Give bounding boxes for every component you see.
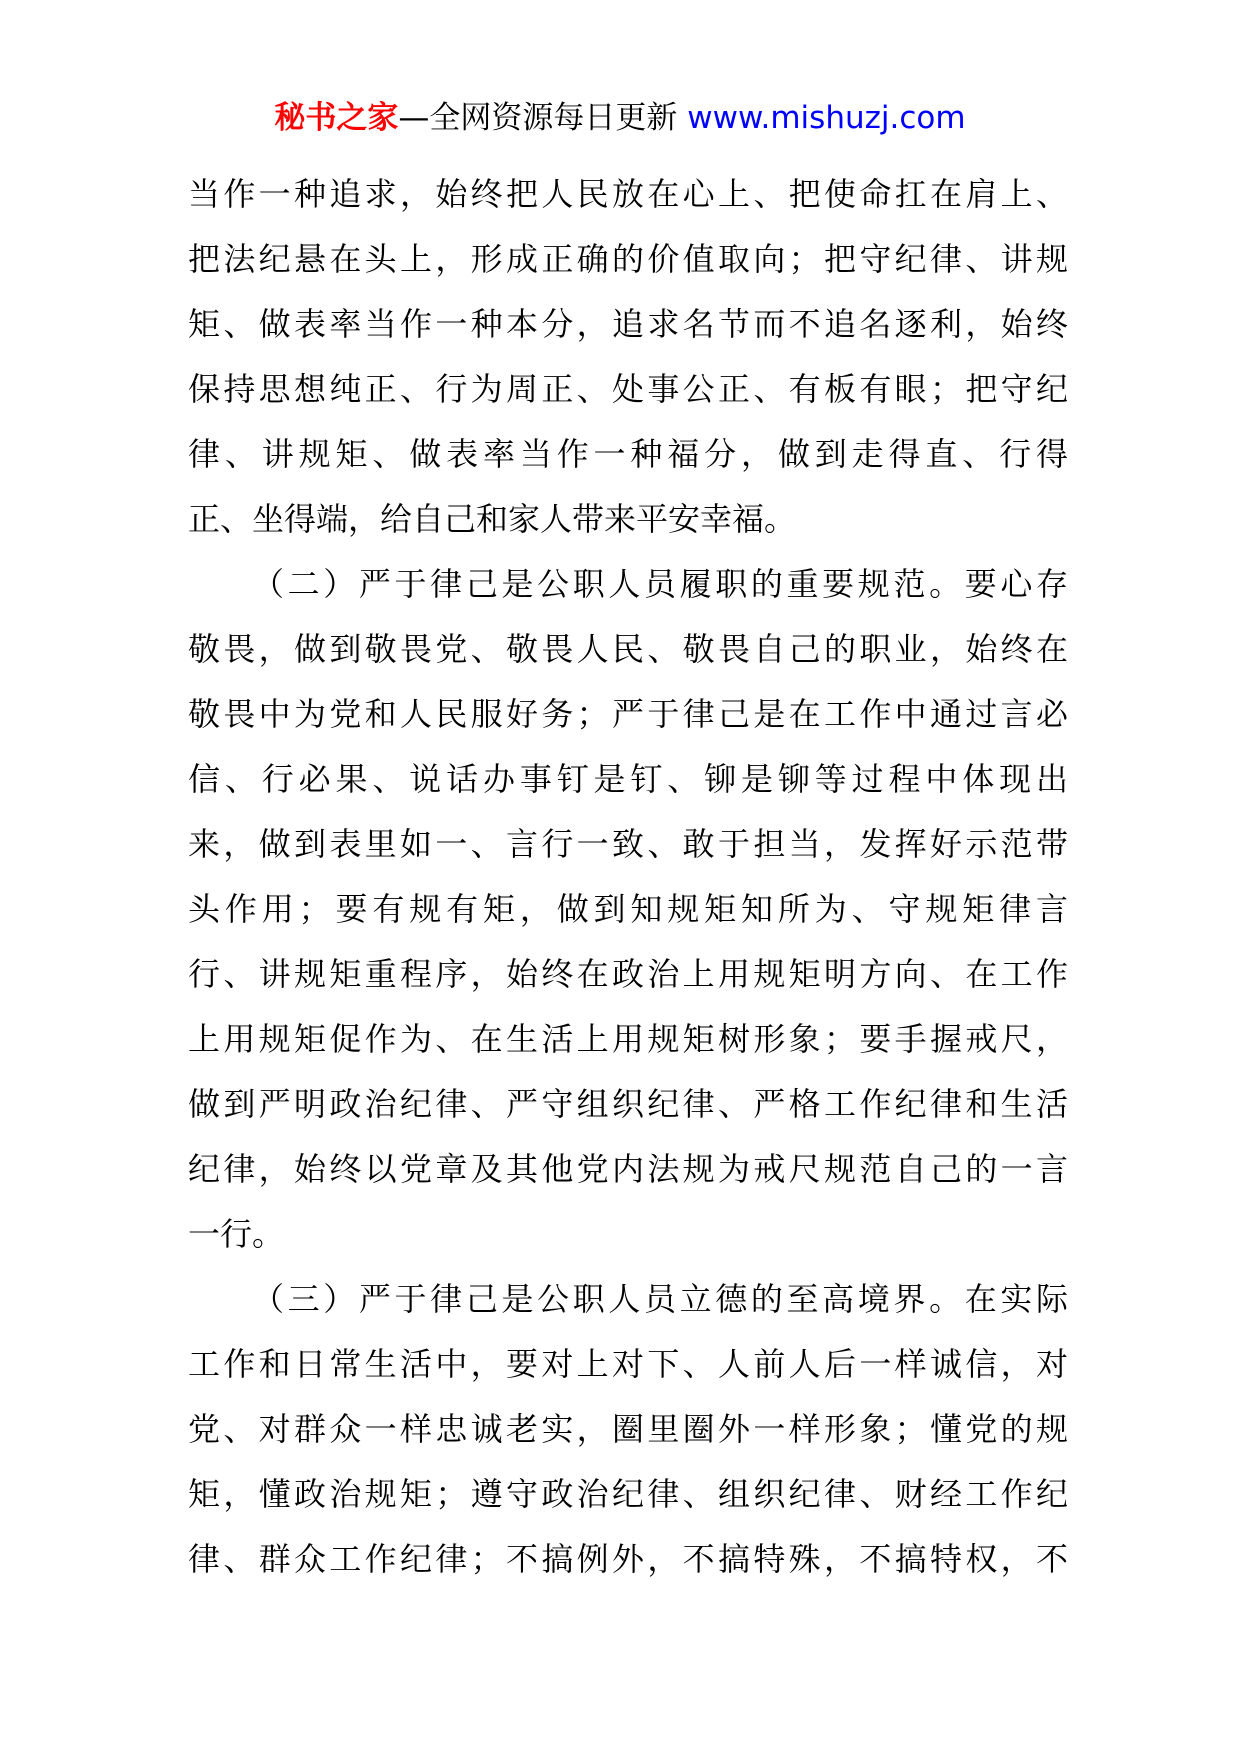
page-header	[0, 98, 1240, 138]
text-line: 行、讲规矩重程序，始终在政治上用规矩明方向、在工作	[188, 955, 1068, 993]
text-line: 把法纪悬在头上，形成正确的价值取向；把守纪律、讲规	[188, 240, 1068, 278]
text-line: 上用规矩促作为、在生活上用规矩树形象；要手握戒尺，	[188, 1020, 1068, 1058]
text-line: 信、行必果、说话办事钉是钉、铆是铆等过程中体现出	[188, 760, 1068, 798]
text-line: 纪律，始终以党章及其他党内法规为戒尺规范自己的一言	[188, 1150, 1068, 1188]
section-heading-line: （二）严于律己是公职人员履职的重要规范。要心存	[252, 565, 1068, 603]
text-line: 做到严明政治纪律、严守组织纪律、严格工作纪律和生活	[188, 1085, 1068, 1123]
website-link[interactable]: www.mishuzj.com	[687, 100, 966, 136]
text-line: 头作用；要有规有矩，做到知规矩知所为、守规矩律言	[188, 890, 1068, 928]
section-heading-line: （三）严于律己是公职人员立德的至高境界。在实际	[252, 1280, 1068, 1318]
text-line: 律、群众工作纪律；不搞例外，不搞特殊，不搞特权，不	[188, 1540, 1068, 1578]
text-line: 党、对群众一样忠诚老实，圈里圈外一样形象；懂党的规	[188, 1410, 1068, 1448]
document-body	[188, 162, 1068, 1592]
text-line: 矩、做表率当作一种本分，追求名节而不追名逐利，始终	[188, 305, 1068, 343]
text-line: 敬畏中为党和人民服好务；严于律己是在工作中通过言必	[188, 695, 1068, 733]
text-line: 工作和日常生活中，要对上对下、人前人后一样诚信，对	[188, 1345, 1068, 1383]
text-line: 来，做到表里如一、言行一致、敢于担当，发挥好示范带	[188, 825, 1068, 863]
text-line: 当作一种追求，始终把人民放在心上、把使命扛在肩上、	[188, 175, 1068, 213]
header-slogan: —全网资源每日更新	[398, 100, 678, 136]
text-line: 敬畏，做到敬畏党、敬畏人民、敬畏自己的职业，始终在	[188, 630, 1068, 668]
text-line: 一行。	[188, 1215, 285, 1253]
text-line: 矩，懂政治规矩；遵守政治纪律、组织纪律、财经工作纪	[188, 1475, 1068, 1513]
text-line: 正、坐得端，给自己和家人带来平安幸福。	[188, 500, 797, 538]
text-line: 律、讲规矩、做表率当作一种福分，做到走得直、行得	[188, 435, 1068, 473]
brand-name: 秘书之家	[274, 100, 399, 136]
text-line: 保持思想纯正、行为周正、处事公正、有板有眼；把守纪	[188, 370, 1068, 408]
